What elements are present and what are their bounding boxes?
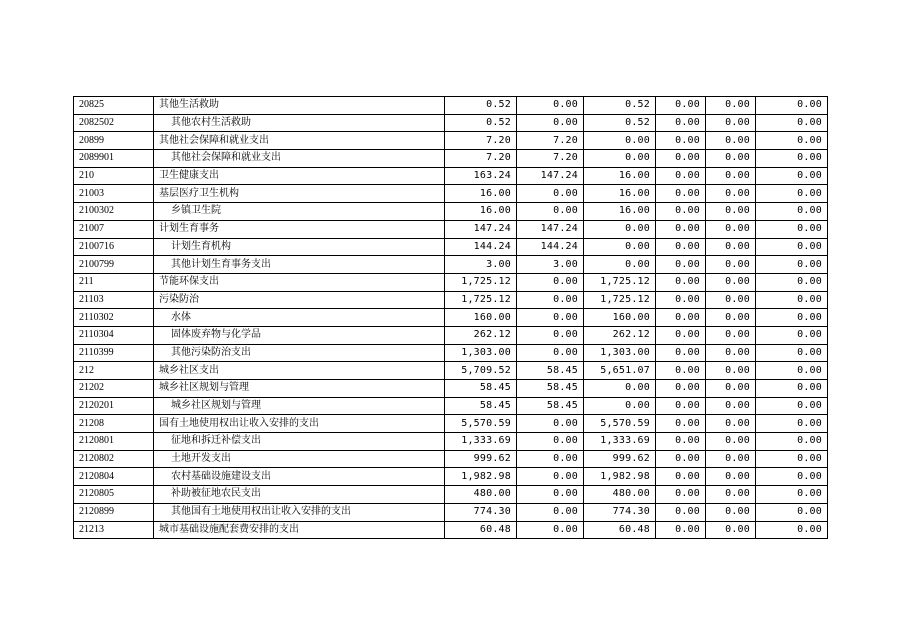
- col6-value: 0.00: [756, 433, 828, 451]
- table-row: [74, 450, 828, 468]
- project-expenditure-value: 0.00: [584, 150, 656, 168]
- col4-value: 0.00: [656, 203, 706, 221]
- total-value: 262.12: [445, 326, 517, 344]
- subject-name-cell: 固体废弃物与化学品: [154, 326, 445, 344]
- total-value: 147.24: [445, 220, 517, 238]
- total-value: 60.48: [445, 521, 517, 539]
- project-expenditure-value: 480.00: [584, 486, 656, 504]
- subject-name-cell: 其他计划生育事务支出: [154, 256, 445, 274]
- table-row: [74, 185, 828, 203]
- col5-value: 0.00: [706, 150, 756, 168]
- table-row: [74, 486, 828, 504]
- col5-value: 0.00: [706, 450, 756, 468]
- col6-value: 0.00: [756, 291, 828, 309]
- col4-value: 0.00: [656, 486, 706, 504]
- subject-name-cell: 城乡社区支出: [154, 362, 445, 380]
- table-row: [74, 132, 828, 150]
- col5-value: 0.00: [706, 486, 756, 504]
- table-row: [74, 291, 828, 309]
- basic-expenditure-value: 0.00: [517, 326, 584, 344]
- table-row: [74, 238, 828, 256]
- basic-expenditure-value: 144.24: [517, 238, 584, 256]
- project-expenditure-value: 0.52: [584, 114, 656, 132]
- col5-value: 0.00: [706, 132, 756, 150]
- table-row: [74, 220, 828, 238]
- table-row: [74, 167, 828, 185]
- col5-value: 0.00: [706, 97, 756, 115]
- table-row: [74, 309, 828, 327]
- col6-value: 0.00: [756, 468, 828, 486]
- col6-value: 0.00: [756, 238, 828, 256]
- basic-expenditure-value: 0.00: [517, 203, 584, 221]
- total-value: 1,303.00: [445, 344, 517, 362]
- col5-value: 0.00: [706, 521, 756, 539]
- col6-value: 0.00: [756, 203, 828, 221]
- subject-code-cell: 2120805: [74, 486, 154, 504]
- basic-expenditure-value: 7.20: [517, 150, 584, 168]
- col4-value: 0.00: [656, 397, 706, 415]
- col6-value: 0.00: [756, 397, 828, 415]
- col6-value: 0.00: [756, 97, 828, 115]
- project-expenditure-value: 0.00: [584, 220, 656, 238]
- subject-name-cell: 补助被征地农民支出: [154, 486, 445, 504]
- table-row: [74, 203, 828, 221]
- basic-expenditure-value: 0.00: [517, 415, 584, 433]
- col6-value: 0.00: [756, 521, 828, 539]
- subject-name-cell: 其他生活救助: [154, 97, 445, 115]
- project-expenditure-value: 0.00: [584, 397, 656, 415]
- subject-name-cell: 卫生健康支出: [154, 167, 445, 185]
- table-row: [74, 503, 828, 521]
- subject-code-cell: 2100716: [74, 238, 154, 256]
- budget-expenditure-table: [73, 96, 828, 539]
- col4-value: 0.00: [656, 291, 706, 309]
- col4-value: 0.00: [656, 326, 706, 344]
- col5-value: 0.00: [706, 167, 756, 185]
- basic-expenditure-value: 0.00: [517, 521, 584, 539]
- table-row: [74, 256, 828, 274]
- col6-value: 0.00: [756, 326, 828, 344]
- total-value: 774.30: [445, 503, 517, 521]
- col4-value: 0.00: [656, 344, 706, 362]
- table-row: [74, 97, 828, 115]
- col4-value: 0.00: [656, 220, 706, 238]
- table-body: [74, 97, 828, 539]
- subject-code-cell: 2120801: [74, 433, 154, 451]
- col6-value: 0.00: [756, 114, 828, 132]
- table-row: [74, 114, 828, 132]
- total-value: 5,570.59: [445, 415, 517, 433]
- total-value: 58.45: [445, 397, 517, 415]
- project-expenditure-value: 60.48: [584, 521, 656, 539]
- project-expenditure-value: 16.00: [584, 185, 656, 203]
- table-row: [74, 433, 828, 451]
- total-value: 480.00: [445, 486, 517, 504]
- subject-name-cell: 城乡社区规划与管理: [154, 380, 445, 398]
- total-value: 160.00: [445, 309, 517, 327]
- total-value: 5,709.52: [445, 362, 517, 380]
- col6-value: 0.00: [756, 380, 828, 398]
- project-expenditure-value: 16.00: [584, 167, 656, 185]
- col6-value: 0.00: [756, 344, 828, 362]
- subject-code-cell: 2089901: [74, 150, 154, 168]
- basic-expenditure-value: 0.00: [517, 309, 584, 327]
- basic-expenditure-value: 0.00: [517, 97, 584, 115]
- col6-value: 0.00: [756, 167, 828, 185]
- subject-code-cell: 20825: [74, 97, 154, 115]
- basic-expenditure-value: 0.00: [517, 486, 584, 504]
- subject-name-cell: 城市基础设施配套费安排的支出: [154, 521, 445, 539]
- col4-value: 0.00: [656, 521, 706, 539]
- col4-value: 0.00: [656, 150, 706, 168]
- table-row: [74, 521, 828, 539]
- col4-value: 0.00: [656, 256, 706, 274]
- project-expenditure-value: 0.00: [584, 380, 656, 398]
- subject-code-cell: 2120201: [74, 397, 154, 415]
- subject-name-cell: 计划生育机构: [154, 238, 445, 256]
- project-expenditure-value: 999.62: [584, 450, 656, 468]
- col4-value: 0.00: [656, 468, 706, 486]
- col4-value: 0.00: [656, 415, 706, 433]
- col6-value: 0.00: [756, 132, 828, 150]
- basic-expenditure-value: 58.45: [517, 362, 584, 380]
- project-expenditure-value: 16.00: [584, 203, 656, 221]
- total-value: 3.00: [445, 256, 517, 274]
- subject-code-cell: 21213: [74, 521, 154, 539]
- col5-value: 0.00: [706, 415, 756, 433]
- total-value: 0.52: [445, 114, 517, 132]
- col4-value: 0.00: [656, 450, 706, 468]
- total-value: 999.62: [445, 450, 517, 468]
- col4-value: 0.00: [656, 167, 706, 185]
- project-expenditure-value: 1,333.69: [584, 433, 656, 451]
- subject-name-cell: 国有土地使用权出让收入安排的支出: [154, 415, 445, 433]
- basic-expenditure-value: 0.00: [517, 114, 584, 132]
- col5-value: 0.00: [706, 256, 756, 274]
- subject-name-cell: 污染防治: [154, 291, 445, 309]
- subject-name-cell: 其他国有土地使用权出让收入安排的支出: [154, 503, 445, 521]
- col5-value: 0.00: [706, 114, 756, 132]
- col6-value: 0.00: [756, 309, 828, 327]
- project-expenditure-value: 0.52: [584, 97, 656, 115]
- total-value: 16.00: [445, 203, 517, 221]
- col6-value: 0.00: [756, 273, 828, 291]
- subject-code-cell: 21007: [74, 220, 154, 238]
- col5-value: 0.00: [706, 397, 756, 415]
- col5-value: 0.00: [706, 185, 756, 203]
- subject-name-cell: 其他污染防治支出: [154, 344, 445, 362]
- total-value: 1,333.69: [445, 433, 517, 451]
- col6-value: 0.00: [756, 362, 828, 380]
- table-row: [74, 468, 828, 486]
- basic-expenditure-value: 147.24: [517, 167, 584, 185]
- subject-name-cell: 其他农村生活救助: [154, 114, 445, 132]
- project-expenditure-value: 1,303.00: [584, 344, 656, 362]
- subject-name-cell: 农村基础设施建设支出: [154, 468, 445, 486]
- col6-value: 0.00: [756, 220, 828, 238]
- col6-value: 0.00: [756, 256, 828, 274]
- basic-expenditure-value: 0.00: [517, 273, 584, 291]
- project-expenditure-value: 0.00: [584, 256, 656, 274]
- subject-code-cell: 2120804: [74, 468, 154, 486]
- col4-value: 0.00: [656, 185, 706, 203]
- project-expenditure-value: 1,725.12: [584, 273, 656, 291]
- basic-expenditure-value: 3.00: [517, 256, 584, 274]
- col5-value: 0.00: [706, 433, 756, 451]
- subject-code-cell: 2082502: [74, 114, 154, 132]
- subject-code-cell: 21202: [74, 380, 154, 398]
- subject-code-cell: 210: [74, 167, 154, 185]
- col5-value: 0.00: [706, 273, 756, 291]
- subject-name-cell: 基层医疗卫生机构: [154, 185, 445, 203]
- table-row: [74, 150, 828, 168]
- total-value: 7.20: [445, 132, 517, 150]
- col5-value: 0.00: [706, 468, 756, 486]
- basic-expenditure-value: 58.45: [517, 397, 584, 415]
- col5-value: 0.00: [706, 326, 756, 344]
- subject-code-cell: 2120802: [74, 450, 154, 468]
- subject-code-cell: 212: [74, 362, 154, 380]
- col6-value: 0.00: [756, 150, 828, 168]
- subject-code-cell: 2100302: [74, 203, 154, 221]
- col6-value: 0.00: [756, 415, 828, 433]
- project-expenditure-value: 262.12: [584, 326, 656, 344]
- table-row: [74, 380, 828, 398]
- subject-name-cell: 征地和拆迁补偿支出: [154, 433, 445, 451]
- subject-code-cell: 2110304: [74, 326, 154, 344]
- project-expenditure-value: 160.00: [584, 309, 656, 327]
- col5-value: 0.00: [706, 238, 756, 256]
- basic-expenditure-value: 0.00: [517, 433, 584, 451]
- project-expenditure-value: 5,651.07: [584, 362, 656, 380]
- subject-name-cell: 其他社会保障和就业支出: [154, 132, 445, 150]
- col5-value: 0.00: [706, 220, 756, 238]
- budget-table-page: [73, 96, 828, 539]
- subject-code-cell: 21003: [74, 185, 154, 203]
- col5-value: 0.00: [706, 344, 756, 362]
- col5-value: 0.00: [706, 309, 756, 327]
- subject-code-cell: 20899: [74, 132, 154, 150]
- col5-value: 0.00: [706, 380, 756, 398]
- basic-expenditure-value: 0.00: [517, 468, 584, 486]
- table-row: [74, 362, 828, 380]
- col5-value: 0.00: [706, 362, 756, 380]
- subject-name-cell: 城乡社区规划与管理: [154, 397, 445, 415]
- total-value: 1,982.98: [445, 468, 517, 486]
- project-expenditure-value: 0.00: [584, 238, 656, 256]
- col5-value: 0.00: [706, 291, 756, 309]
- col4-value: 0.00: [656, 97, 706, 115]
- col4-value: 0.00: [656, 503, 706, 521]
- table-row: [74, 397, 828, 415]
- basic-expenditure-value: 58.45: [517, 380, 584, 398]
- subject-code-cell: 2120899: [74, 503, 154, 521]
- project-expenditure-value: 1,725.12: [584, 291, 656, 309]
- col4-value: 0.00: [656, 238, 706, 256]
- col6-value: 0.00: [756, 486, 828, 504]
- project-expenditure-value: 5,570.59: [584, 415, 656, 433]
- col4-value: 0.00: [656, 362, 706, 380]
- col4-value: 0.00: [656, 114, 706, 132]
- total-value: 1,725.12: [445, 273, 517, 291]
- subject-code-cell: 211: [74, 273, 154, 291]
- col4-value: 0.00: [656, 273, 706, 291]
- basic-expenditure-value: 147.24: [517, 220, 584, 238]
- basic-expenditure-value: 7.20: [517, 132, 584, 150]
- basic-expenditure-value: 0.00: [517, 185, 584, 203]
- col6-value: 0.00: [756, 185, 828, 203]
- basic-expenditure-value: 0.00: [517, 291, 584, 309]
- col4-value: 0.00: [656, 380, 706, 398]
- subject-code-cell: 2110302: [74, 309, 154, 327]
- col4-value: 0.00: [656, 309, 706, 327]
- total-value: 16.00: [445, 185, 517, 203]
- table-row: [74, 344, 828, 362]
- col4-value: 0.00: [656, 433, 706, 451]
- col6-value: 0.00: [756, 503, 828, 521]
- col5-value: 0.00: [706, 203, 756, 221]
- table-row: [74, 273, 828, 291]
- project-expenditure-value: 0.00: [584, 132, 656, 150]
- subject-name-cell: 节能环保支出: [154, 273, 445, 291]
- total-value: 0.52: [445, 97, 517, 115]
- subject-code-cell: 21208: [74, 415, 154, 433]
- basic-expenditure-value: 0.00: [517, 450, 584, 468]
- project-expenditure-value: 1,982.98: [584, 468, 656, 486]
- col4-value: 0.00: [656, 132, 706, 150]
- subject-name-cell: 水体: [154, 309, 445, 327]
- subject-code-cell: 2110399: [74, 344, 154, 362]
- total-value: 1,725.12: [445, 291, 517, 309]
- subject-name-cell: 乡镇卫生院: [154, 203, 445, 221]
- subject-name-cell: 计划生育事务: [154, 220, 445, 238]
- col5-value: 0.00: [706, 503, 756, 521]
- subject-name-cell: 其他社会保障和就业支出: [154, 150, 445, 168]
- total-value: 7.20: [445, 150, 517, 168]
- basic-expenditure-value: 0.00: [517, 344, 584, 362]
- subject-name-cell: 土地开发支出: [154, 450, 445, 468]
- total-value: 58.45: [445, 380, 517, 398]
- total-value: 144.24: [445, 238, 517, 256]
- table-row: [74, 326, 828, 344]
- basic-expenditure-value: 0.00: [517, 503, 584, 521]
- project-expenditure-value: 774.30: [584, 503, 656, 521]
- subject-code-cell: 21103: [74, 291, 154, 309]
- subject-code-cell: 2100799: [74, 256, 154, 274]
- col6-value: 0.00: [756, 450, 828, 468]
- total-value: 163.24: [445, 167, 517, 185]
- table-row: [74, 415, 828, 433]
